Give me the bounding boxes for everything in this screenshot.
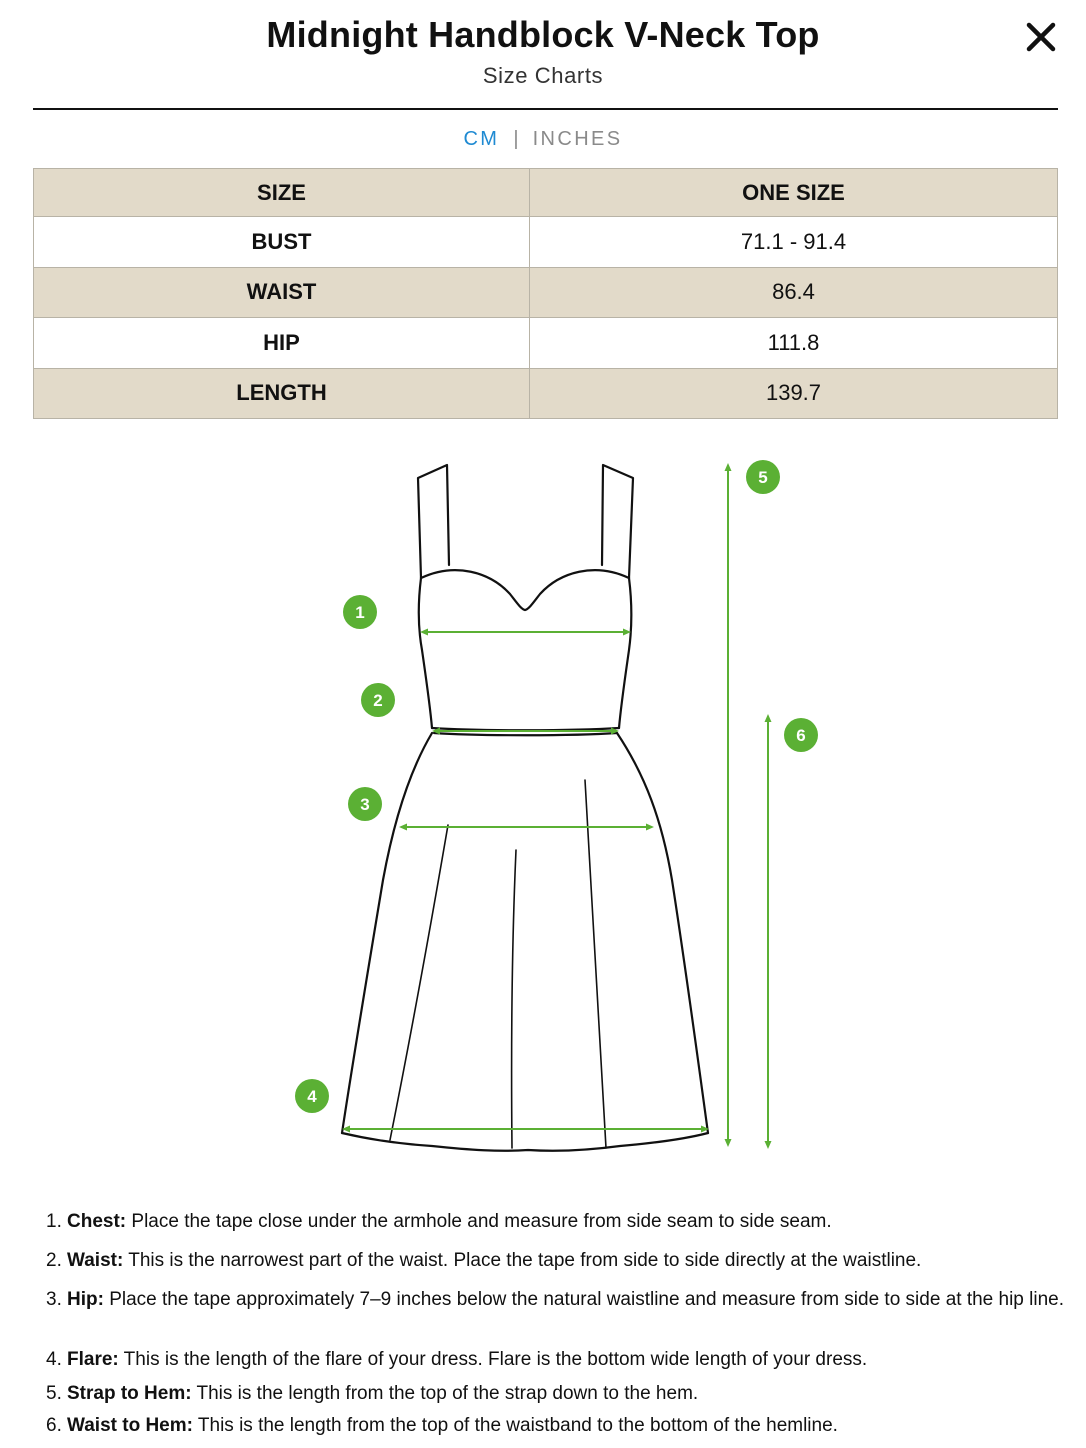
page-subtitle: Size Charts [482, 63, 604, 88]
list-item [46, 1412, 1066, 1439]
modal-header [0, 0, 1086, 112]
marker-4-label: 4 [307, 1087, 317, 1106]
list-item [46, 1346, 1066, 1373]
row-value: 71.1 - 91.4 [530, 217, 1058, 268]
note-text: This is the length of the flare of your dress. Flare is the bottom wide length of your dress. [118, 1349, 868, 1370]
note-text: This is the narrowest part of the waist. Place the tape from side to side directly at the waistline. [123, 1250, 922, 1271]
note-number: 6. [46, 1415, 62, 1436]
header-size: SIZE [34, 169, 530, 217]
row-label: BUST [34, 217, 530, 268]
table-row [34, 318, 1058, 369]
note-text: This is the length from the top of the waistband to the bottom of the hemline. [192, 1415, 838, 1436]
unit-toggle [0, 128, 1086, 151]
unit-inches-tab[interactable]: INCHES [532, 128, 623, 150]
size-chart-table [33, 168, 1058, 419]
marker-5-badge [746, 460, 780, 494]
note-term: Flare: [67, 1349, 119, 1370]
marker-1-label: 1 [355, 603, 365, 622]
marker-1-badge [343, 595, 377, 629]
close-button[interactable] [1018, 16, 1062, 60]
list-item [46, 1286, 1066, 1313]
note-text: This is the length from the top of the strap down to the hem. [191, 1383, 699, 1404]
marker-3-badge [348, 787, 382, 821]
marker-3-label: 3 [360, 795, 370, 814]
note-number: 1. [46, 1211, 62, 1232]
row-value: 111.8 [530, 318, 1058, 369]
note-term: Waist: [67, 1250, 124, 1271]
table-row [34, 217, 1058, 268]
marker-2-badge [361, 683, 395, 717]
row-value: 139.7 [530, 368, 1058, 419]
note-number: 4. [46, 1349, 62, 1370]
note-text: Place the tape approximately 7–9 inches below the natural waistline and measure from side to side at the hip line. [103, 1289, 1064, 1310]
header-divider [33, 108, 1058, 110]
note-term: Strap to Hem: [67, 1383, 192, 1404]
marker-6-label: 6 [796, 726, 806, 745]
marker-5-label: 5 [758, 468, 768, 487]
marker-6-badge [784, 718, 818, 752]
unit-separator: | [513, 128, 519, 150]
table-row [34, 267, 1058, 318]
note-number: 2. [46, 1250, 62, 1271]
note-number: 5. [46, 1383, 62, 1404]
marker-4-badge [295, 1079, 329, 1113]
dress-measurement-diagram [0, 440, 1086, 1180]
note-term: Waist to Hem: [67, 1415, 193, 1436]
marker-2-label: 2 [373, 691, 383, 710]
list-item [46, 1247, 1066, 1274]
note-term: Chest: [67, 1211, 127, 1232]
table-header-row [34, 169, 1058, 217]
product-title: Midnight Handblock V-Neck Top [266, 14, 820, 55]
row-value: 86.4 [530, 267, 1058, 318]
note-term: Hip: [67, 1289, 104, 1310]
unit-cm-tab[interactable]: CM [463, 128, 500, 150]
row-label: WAIST [34, 267, 530, 318]
table-row [34, 368, 1058, 419]
note-text: Place the tape close under the armhole and measure from side seam to side seam. [126, 1211, 832, 1232]
close-icon [1018, 16, 1062, 60]
list-item [46, 1380, 1066, 1407]
header-one-size: ONE SIZE [530, 169, 1058, 217]
dress-outline-icon [342, 465, 708, 1151]
row-label: LENGTH [34, 368, 530, 419]
note-number: 3. [46, 1289, 62, 1310]
row-label: HIP [34, 318, 530, 369]
list-item [46, 1208, 1066, 1235]
